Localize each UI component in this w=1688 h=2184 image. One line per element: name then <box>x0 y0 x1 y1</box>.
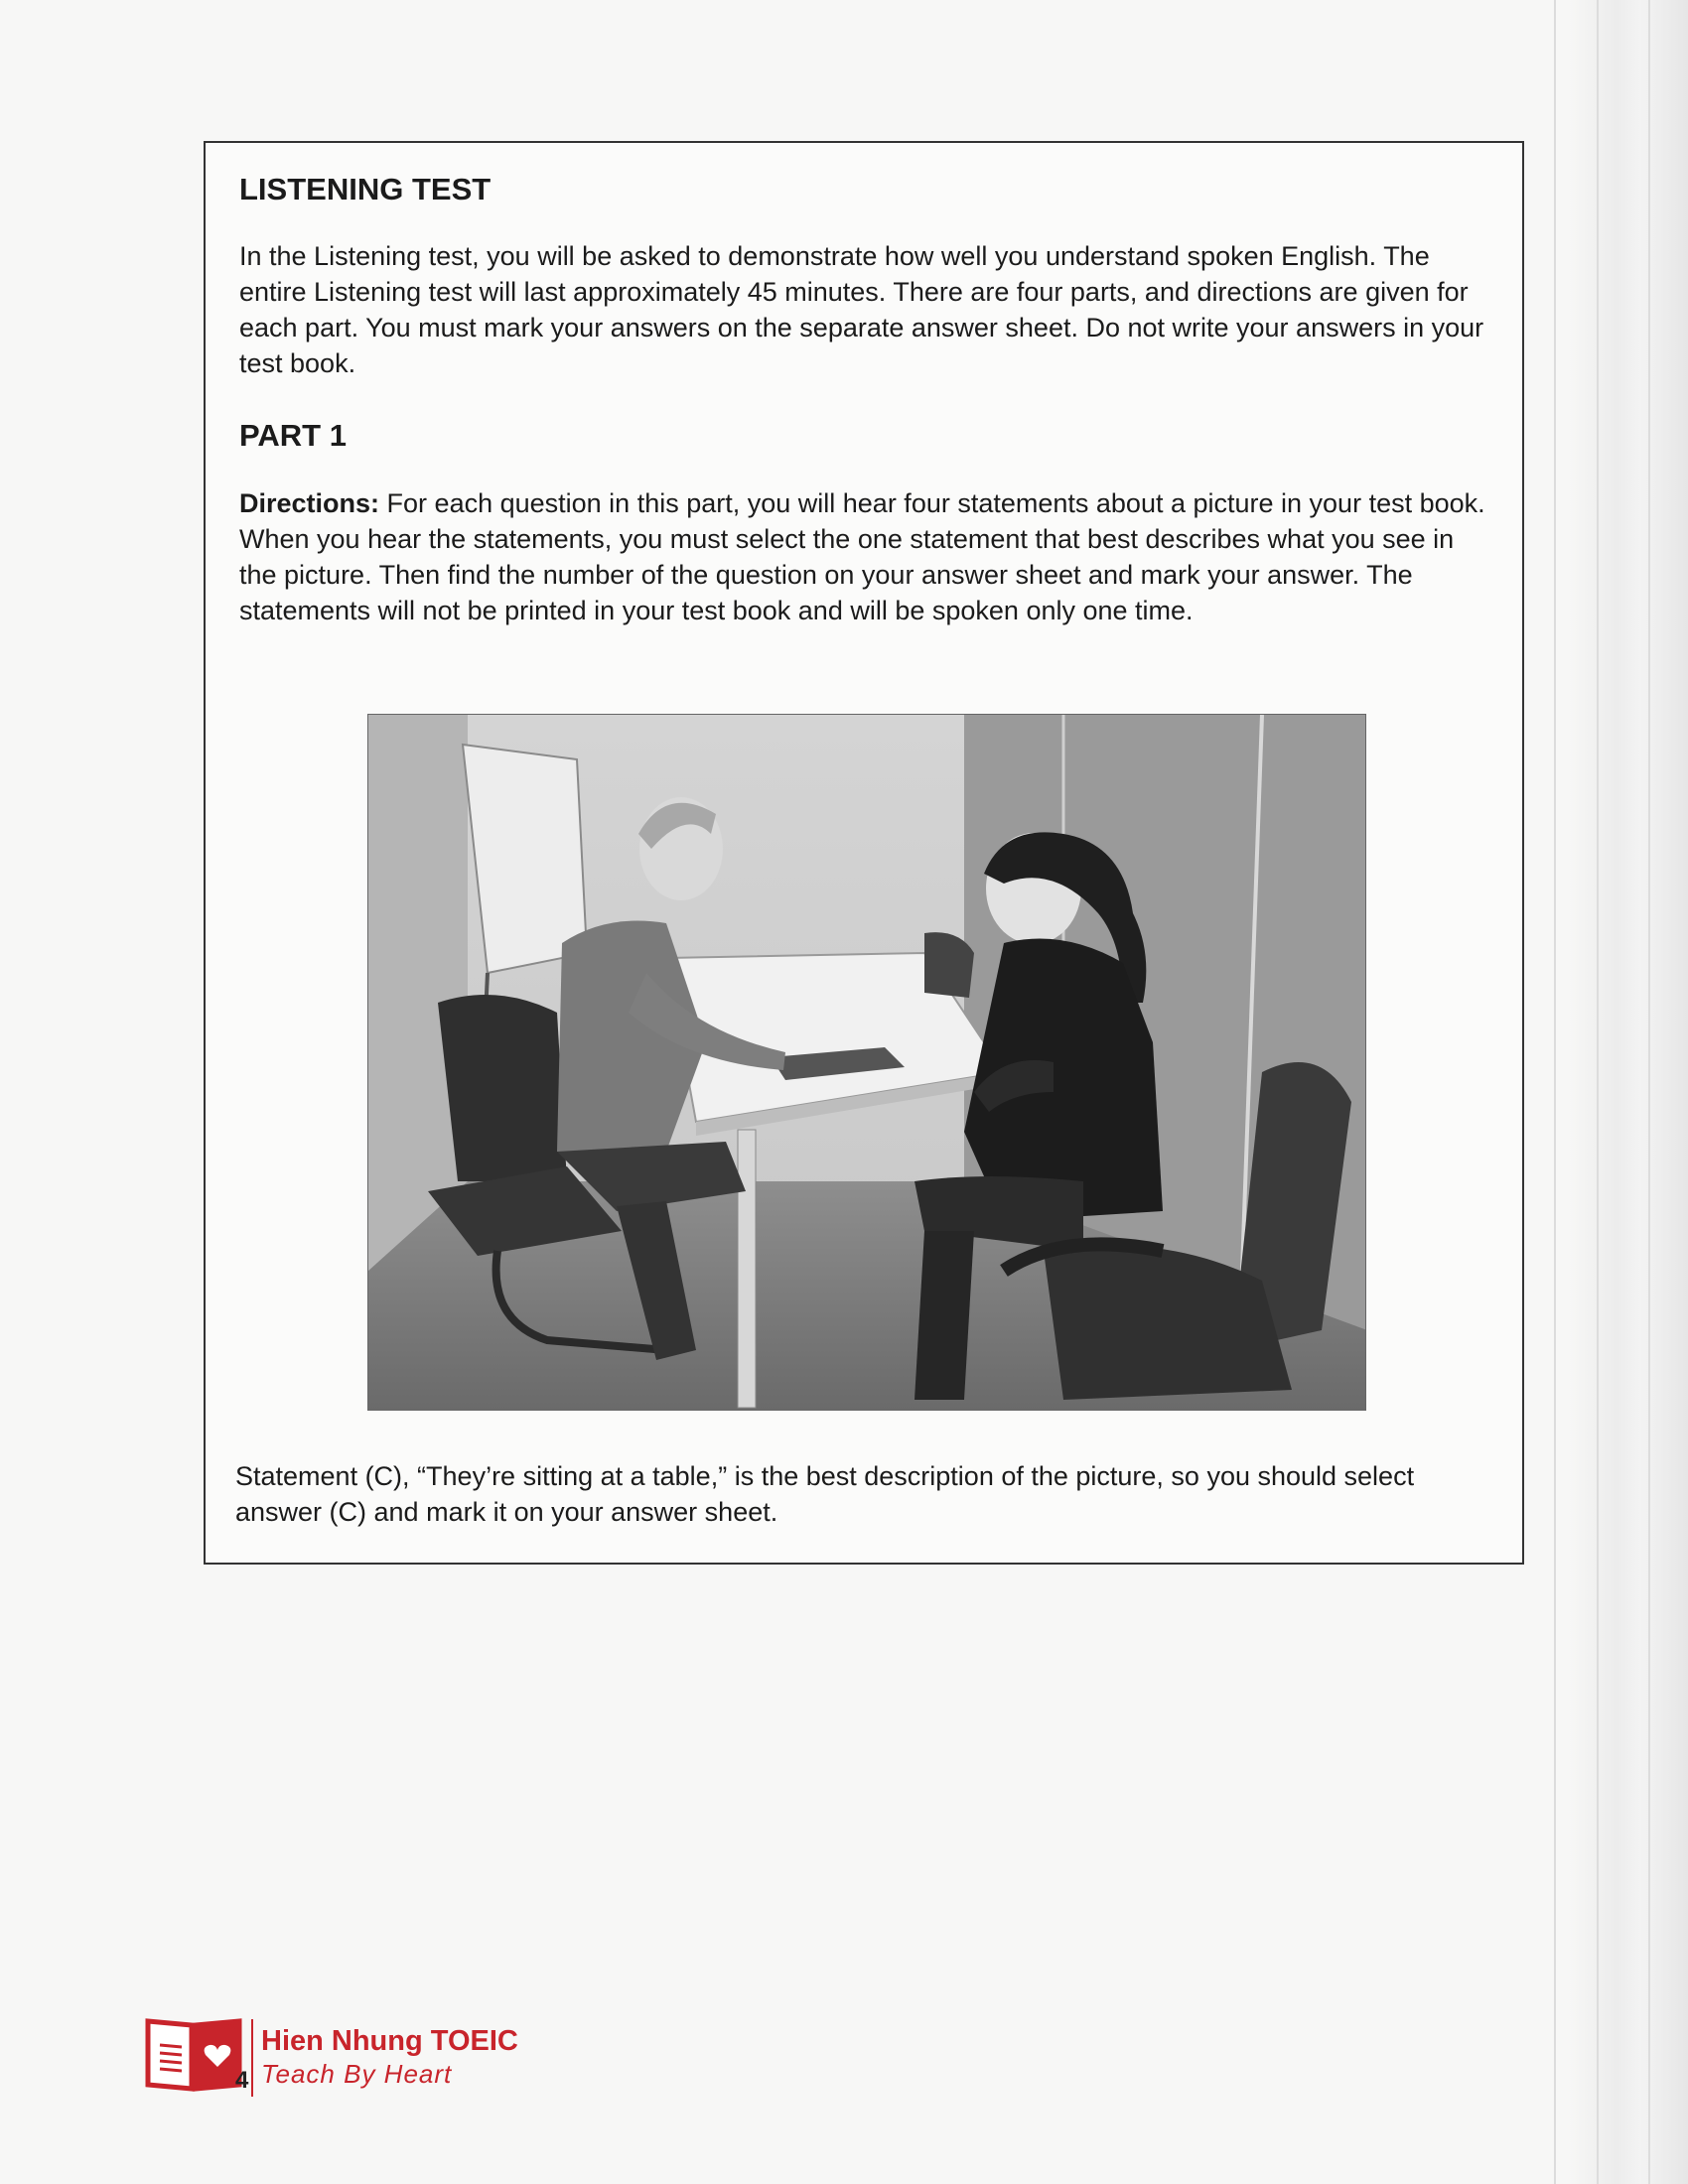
content-frame <box>204 141 1524 1565</box>
page-edge-line <box>1597 0 1599 2184</box>
intro-paragraph: In the Listening test, you will be asked to demonstrate how well you understand spoken English. The entire Listening test will last approximately 45 minutes. There are four parts, and directions are given for each part. You must mark your answers on the separate answer sheet. Do not write your answers in your test book. <box>239 241 1484 378</box>
brand-divider <box>251 2019 253 2097</box>
directions-paragraph <box>239 485 1490 628</box>
directions-label: Directions: <box>239 488 380 518</box>
example-caption: Statement (C), “They’re sitting at a table,” is the best description of the picture, so you should select answer (C) and mark it on your answer sheet. <box>235 1461 1415 1527</box>
book-heart-logo-icon <box>144 2015 243 2095</box>
part-title: PART 1 <box>239 418 347 453</box>
section-title: LISTENING TEST <box>239 172 492 206</box>
brand-name: Hien Nhung TOEIC <box>261 2025 518 2057</box>
page-edge <box>1569 0 1688 2184</box>
example-photo <box>367 714 1366 1411</box>
page-number: 4 <box>235 2067 249 2094</box>
directions-text: For each question in this part, you will hear four statements about a picture in your test book. When you hear the statements, you must select the one statement that best describes what you see in the picture. Then find the number of the question on your answer sheet and mark your answer. The statements will not be printed in your test book and will be spoken only one time. <box>239 488 1485 625</box>
footer-brand <box>144 2015 561 2100</box>
page-edge-line <box>1648 0 1650 2184</box>
brand-tagline: Teach By Heart <box>261 2059 453 2089</box>
page-edge-line <box>1554 0 1556 2184</box>
